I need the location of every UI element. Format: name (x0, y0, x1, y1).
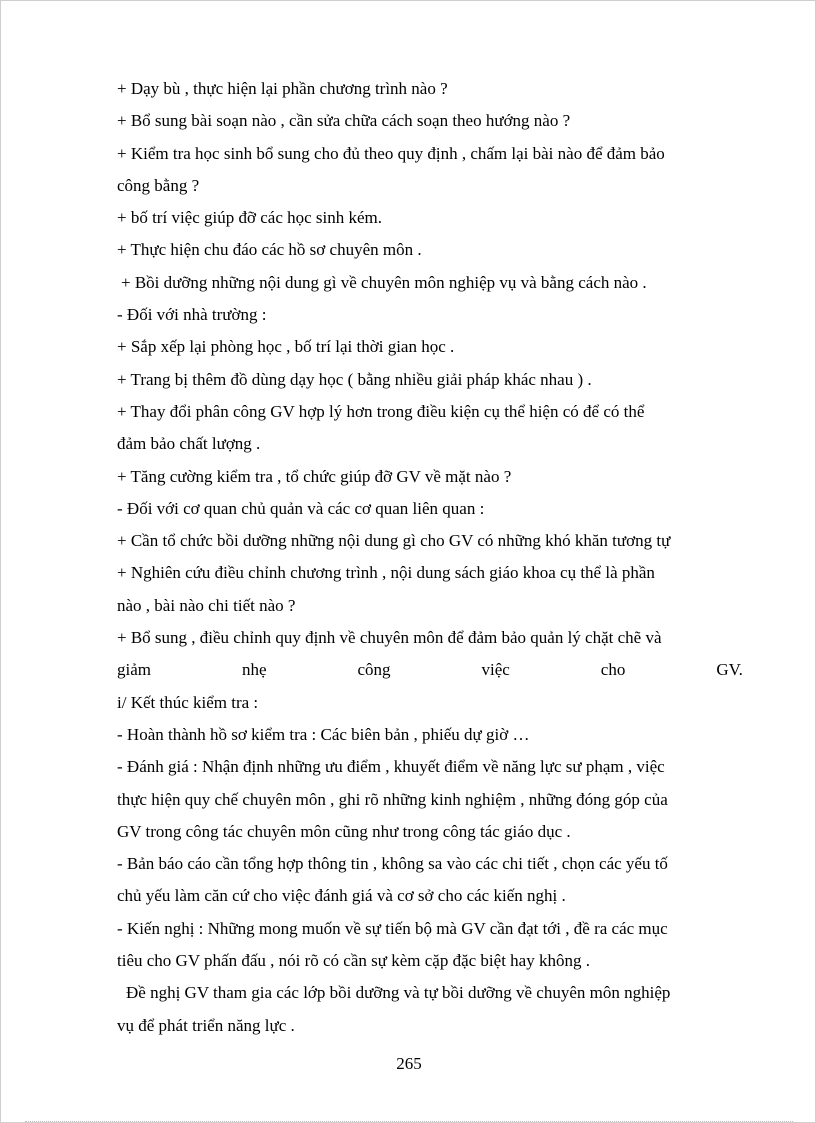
page-bottom-divider (25, 1121, 793, 1122)
text-line: + Bổ sung , điều chỉnh quy định về chuyên môn để đảm bảo quản lý chặt chẽ và (117, 628, 662, 648)
text-line: + Bồi dưỡng những nội dung gì về chuyên môn nghiệp vụ và bằng cách nào . (121, 272, 647, 292)
text-line: + Thực hiện chu đáo các hồ sơ chuyên môn . (117, 240, 422, 260)
text-line: chủ yếu làm căn cứ cho việc đánh giá và cơ sở cho các kiến nghị . (117, 886, 566, 906)
word: giảm (117, 660, 151, 680)
word: cho (600, 660, 626, 680)
text-line: vụ để phát triển năng lực . (117, 1015, 295, 1035)
text-line: + Kiểm tra học sinh bổ sung cho đủ theo quy định , chấm lại bài nào để đảm bảo (117, 143, 665, 163)
text-line: - Đánh giá : Nhận định những ưu điểm , khuyết điểm về năng lực sư phạm , việc (117, 757, 665, 777)
text-line: công bằng ? (117, 175, 200, 195)
document-body (117, 73, 743, 1042)
text-line: - Bản báo cáo cần tổng hợp thông tin , không sa vào các chi tiết , chọn các yếu tố (117, 854, 668, 874)
justified-line (117, 654, 743, 686)
page-number: 265 (396, 1054, 422, 1073)
text-line: + Cần tổ chức bồi dưỡng những nội dung gì cho GV có những khó khăn tương tự (117, 531, 671, 551)
word: công (357, 660, 391, 680)
word: nhẹ (241, 660, 267, 680)
text-line: + Tăng cường kiểm tra , tổ chức giúp đỡ GV về mặt nào ? (117, 466, 512, 486)
section-heading-agencies: - Đối với cơ quan chủ quản và các cơ quan liên quan : (117, 498, 485, 518)
text-line: + Nghiên cứu điều chỉnh chương trình , nội dung sách giáo khoa cụ thể là phần (117, 563, 655, 583)
text-line: thực hiện quy chế chuyên môn , ghi rõ những kinh nghiệm , những đóng góp của (117, 789, 668, 809)
text-line: + Dạy bù , thực hiện lại phần chương trình nào ? (117, 79, 448, 98)
text-line: + Bổ sung bài soạn nào , cần sửa chữa cách soạn theo hướng nào ? (117, 111, 571, 131)
section-heading-end-inspection: i/ Kết thúc kiểm tra : (117, 692, 259, 712)
text-line: + Sắp xếp lại phòng học , bố trí lại thời gian học . (117, 337, 455, 357)
section-heading-school: - Đối với nhà trường : (117, 305, 267, 325)
text-line: GV trong công tác chuyên môn cũng như trong công tác giáo dục . (117, 821, 571, 841)
text-line: nào , bài nào chi tiết nào ? (117, 595, 296, 615)
text-line: + bố trí việc giúp đỡ các học sinh kém. (117, 208, 383, 228)
text-line: đảm bảo chất lượng . (117, 434, 261, 454)
text-line: tiêu cho GV phấn đấu , nói rõ có cần sự kèm cặp đặc biệt hay không . (117, 951, 590, 971)
word: GV. (716, 660, 743, 680)
text-line: - Hoàn thành hồ sơ kiểm tra : Các biên bản , phiếu dự giờ … (117, 724, 530, 744)
text-line: + Thay đổi phân công GV hợp lý hơn trong điều kiện cụ thể hiện có để có thể (117, 401, 645, 421)
text-line: - Kiến nghị : Những mong muốn về sự tiến bộ mà GV cần đạt tới , đề ra các mục (117, 918, 668, 938)
text-line: Đề nghị GV tham gia các lớp bồi dưỡng và tự bồi dưỡng về chuyên môn nghiệp (126, 983, 671, 1003)
text-line: + Trang bị thêm đồ dùng dạy học ( bằng nhiều giải pháp khác nhau ) . (117, 369, 592, 389)
word: việc (481, 660, 510, 680)
